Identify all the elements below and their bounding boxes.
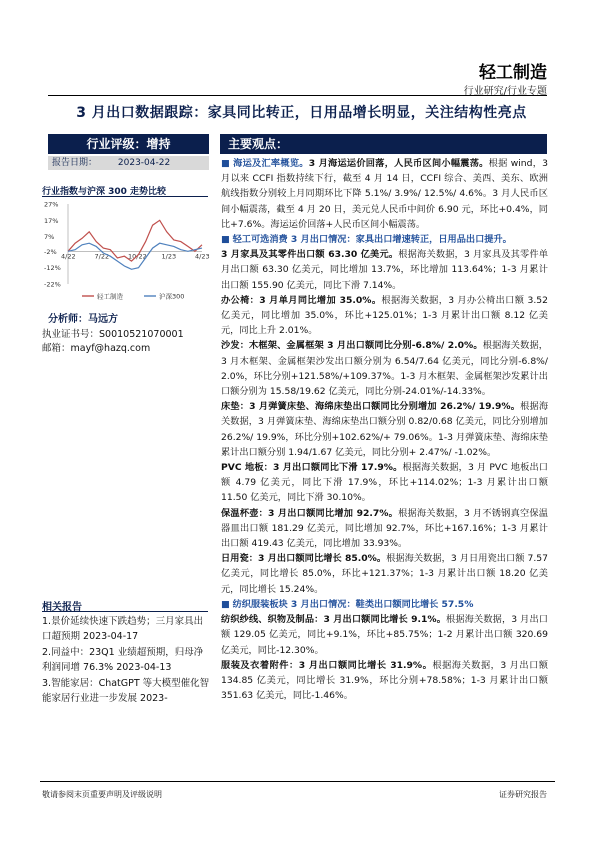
analyst-email-label: 邮箱：: [42, 343, 71, 354]
para-thermos-bold: 保温杯壶：3 月出口额同比增加 92.7%。: [221, 507, 399, 519]
para-sofa-bold: 沙发：木框架、金属框架 3 月出口额同比分别-6.8%/ 2.0%。: [221, 340, 483, 352]
para-yarn-bold: 纺织纱线、织物及制品：3 月出口额同比增长 9.1%。: [221, 614, 447, 626]
paragraph-porcelain: [221, 551, 548, 597]
main-views-header: [220, 134, 547, 154]
paragraph-furniture: [221, 247, 548, 293]
header-divider: [48, 95, 547, 96]
paragraph-shipping: [221, 156, 548, 232]
related-report-1[interactable]: 1.景价延续快速下跌趋势；三月家具出口超预期 2023-04-17: [42, 616, 204, 642]
para-pvc-body: 根据海关数据，3 月 PVC 地板出口额 4.79 亿美元，同比下滑 17.9%，环比+114.02%；1-3 月累计出口额 11.50 亿美元，同比下滑 30.10%。: [221, 462, 548, 504]
y-tick-label: 27%: [44, 200, 59, 209]
paragraph-textile-head: [221, 597, 548, 612]
y-tick-label: -22%: [44, 280, 61, 289]
para-apparel-body: 根据海关数据，3 月出口额 134.85 亿美元，同比增长 31.9%，环比分别+78.58%；1-3 月累计出口额 351.63 亿美元，同比-1.46%。: [221, 659, 548, 702]
footer-disclaimer: 敬请参阅末页重要声明及评级说明: [42, 790, 162, 799]
para-office-chair-body: 根据海关数据，3 月办公椅出口额 3.52 亿美元，同比增加 35.0%，环比+125.01%；1-3 月累计出口额 8.12 亿美元，同比上升 2.01%。: [221, 294, 548, 337]
y-tick-label: -2%: [44, 247, 57, 256]
paragraph-thermos: [221, 506, 548, 552]
index-comparison-chart: [42, 198, 208, 303]
analyst-email-address[interactable]: mayf@hazq.com: [70, 343, 151, 354]
para-thermos-body: 根据海关数据，3 月不锈钢真空保温器皿出口额 181.29 亿美元，同比增加 92.7%，环比+167.16%；1-3 月累计出口额 419.43 亿美元，同比增加 33.93%。: [221, 507, 548, 550]
chart-title: 行业指数与沪深 300 走势比较: [42, 187, 167, 197]
legend-label: 轻工制造: [97, 292, 123, 301]
report-type: 行业研究/行业专题: [463, 86, 547, 97]
para-porcelain-bold: 日用瓷：3 月出口额同比增长 85.0%。: [221, 553, 387, 565]
paragraph-light-industry-head: [221, 232, 548, 247]
related-reports-title: 相关报告: [42, 602, 82, 613]
bullet-icon: ■: [221, 158, 234, 169]
para-furniture-body: 根据海关数据，3 月家具及其零件单月出口额 63.30 亿美元，同比增加 13.7%，环比增加 113.64%；1-3 月累计出口额 155.90 亿美元，同比下滑 7.14%。: [221, 249, 548, 291]
industry-title: 轻工制造: [479, 63, 547, 83]
main-views-body: [221, 156, 548, 703]
main-views-title: 主要观点：: [228, 137, 289, 151]
rating-badge: 行业评级：增持: [48, 134, 209, 154]
paragraph-sofa: [221, 338, 548, 399]
x-tick-label: 1/23: [161, 252, 177, 261]
bullet-icon: ■: [221, 234, 233, 246]
legend-label: 沪深300: [159, 292, 185, 301]
y-tick-label: 17%: [44, 216, 59, 225]
related-report-3[interactable]: 3.智能家居：ChatGPT 等大模型催化智能家居行业进一步发展 2023-: [42, 678, 210, 704]
para-light-industry-head: 轻工可选消费 3 月出口情况：家具出口增速转正，日用品出口提升。: [232, 234, 512, 246]
report-date-bar: [48, 156, 209, 170]
para-textile-head: 纺织服装板块 3 月出口情况：鞋类出口额同比增长 57.5%: [232, 598, 474, 610]
paragraph-pvc: [221, 460, 548, 506]
x-tick-label: 4/22: [61, 252, 76, 261]
footer-divider: [40, 781, 555, 782]
paragraph-office-chair: [221, 293, 548, 339]
para-office-chair-bold: 办公椅：3 月单月同比增加 35.0%。: [221, 294, 382, 306]
x-tick-label: 4/23: [195, 252, 210, 261]
para-apparel-bold: 服装及衣着附件：3 月出口额同比增长 31.9%。: [221, 659, 433, 671]
analyst-name: 分析师：马远方: [48, 314, 118, 325]
analyst-email: [42, 340, 150, 354]
report-title: 3 月出口数据跟踪：家具同比转正，日用品增长明显，关注结构性亮点: [76, 105, 527, 121]
para-mattress-body: 根据海关数据，3 月弹簧床垫、海绵床垫出口额分别 0.82/0.68 亿美元，同比分别增加 26.2%/ 19.9%，环比分别+102.62%/+ 79.06%。1-3 月弹簧床垫、海绵床垫累计出口额分别 1.94/1.67 亿美元，同比分别+ 2.47%/ -1.02%。: [221, 401, 549, 458]
related-reports-divider: [42, 611, 208, 612]
paragraph-mattress: [221, 399, 548, 460]
related-report-2[interactable]: 2.同益中：23Q1 业绩超预期，归母净利润同增 76.3% 2023-04-13: [42, 647, 204, 673]
para-sofa-body: 根据海关数据，3 月木框架、金属框架沙发出口额分别为 6.54/7.64 亿美元，同比分别-6.8%/ 2.0%，环比分别+121.58%/+109.37%。1-3 月木框架、金属框架沙发累计出口额分别为 15.58/19.62 亿美元，同比分别-24.01%/-14.33%。: [221, 340, 548, 398]
para-furniture-bold: 3 月家具及其零件出口额 63.30 亿美元。: [221, 249, 399, 261]
para-shipping-head: 海运及汇率概览。: [233, 158, 309, 169]
para-shipping-body: 根据 wind，3 月以来 CCFI 指数持续下行，截至 4 月 14 日，CCFI 综合、美西、美东、欧洲航线指数分别较上月同期环比下降 5.1%/ 3.9%/ 12.5%/ 4.6%。3 月人民币区间小幅震荡，截至 4 月 20 日，美元兑人民币中间价 6.90 元，环比+0.4%，同比+7.6%。海运运价回落+人民币区间小幅震荡。: [221, 158, 548, 230]
analyst-cert-label: 执业证书号：: [42, 329, 100, 340]
analyst-cert: [42, 326, 184, 340]
bullet-icon: ■: [221, 598, 233, 610]
x-tick-label: 7/22: [94, 252, 110, 261]
chart-title-divider: [42, 196, 208, 197]
para-porcelain-body: 根据海关数据，3 月日用瓷出口额 7.57 亿美元，同比增长 85.0%，环比+121.37%；1-3 月累计出口额 18.20 亿美元，同比增长 15.24%。: [221, 553, 548, 595]
report-date-label: 报告日期：: [52, 158, 98, 168]
y-tick-label: 7%: [44, 233, 55, 242]
paragraph-apparel: [221, 658, 548, 704]
x-tick-label: 10/22: [128, 252, 147, 261]
para-pvc-bold: PVC 地板：3 月出口额同比下滑 17.9%。: [221, 462, 403, 474]
analyst-cert-number: S0010521070001: [99, 329, 184, 340]
para-yarn-body: 根据海关数据，3 月出口额 129.05 亿美元，同比+9.1%，环比+85.75%；1-2 月累计出口额 320.69 亿美元，同比-12.30%。: [221, 614, 548, 656]
para-mattress-bold: 床垫：3 月弹簧床垫、海绵床垫出口额同比分别增加 26.2%/ 19.9%。: [221, 401, 521, 413]
report-date: 2023-04-22: [117, 158, 171, 168]
y-tick-label: -12%: [44, 264, 61, 273]
footer-report-type: 证券研究报告: [499, 790, 547, 799]
para-shipping-bold: 3 月海运运价回落，人民币区间小幅震荡。: [308, 158, 489, 169]
paragraph-yarn: [221, 612, 548, 658]
